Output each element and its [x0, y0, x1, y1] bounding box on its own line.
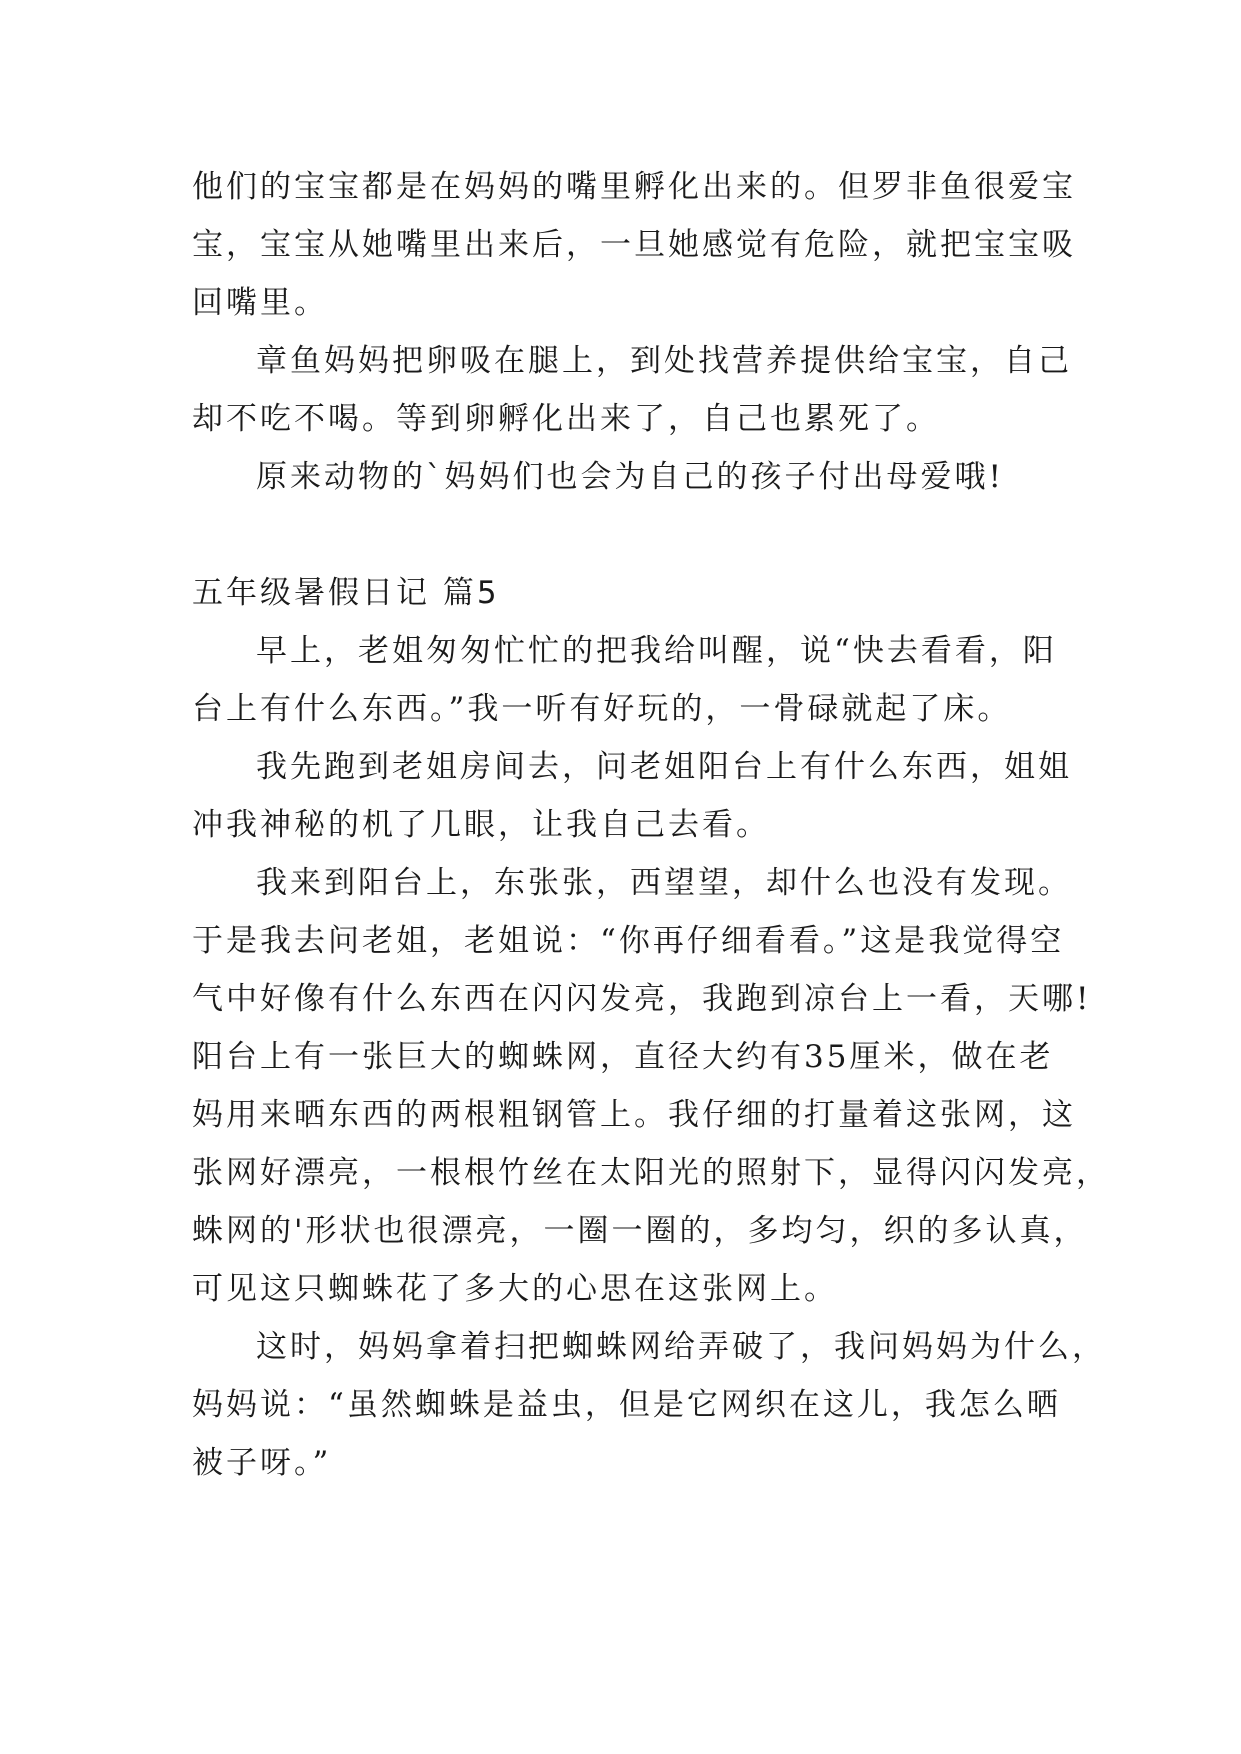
paragraph-line: 妈妈说：“虽然蜘蛛是益虫，但是它网织在这儿，我怎么晒: [192, 1387, 1061, 1423]
paragraph-line: 阳台上有一张巨大的蜘蛛网，直径大约有35厘米，做在老: [192, 1039, 1054, 1075]
document-body: [192, 158, 1110, 1492]
paragraph-line: 他们的宝宝都是在妈妈的嘴里孵化出来的。但罗非鱼很爱宝: [192, 169, 1076, 205]
paragraph-line: 原来动物的`妈妈们也会为自己的孩子付出母爱哦!: [256, 459, 1004, 495]
paragraph-line: 早上，老姐匆匆忙忙的把我给叫醒，说“快去看看，阳: [256, 633, 1057, 669]
paragraph-line: 蛛网的'形状也很漂亮，一圈一圈的，多均匀，织的多认真，: [192, 1213, 1088, 1249]
paragraph-line: 冲我神秘的机了几眼，让我自己去看。: [192, 807, 770, 843]
paragraph-line: 我来到阳台上，东张张，西望望，却什么也没有发现。: [256, 865, 1072, 901]
paragraph-line: 我先跑到老姐房间去，问老姐阳台上有什么东西，姐姐: [256, 749, 1072, 785]
paragraph-line: 这时，妈妈拿着扫把蜘蛛网给弄破了，我问妈妈为什么，: [256, 1329, 1106, 1365]
paragraph-line: 张网好漂亮，一根根竹丝在太阳光的照射下，显得闪闪发亮，: [192, 1155, 1110, 1191]
paragraph-line: 却不吃不喝。等到卵孵化出来了，自己也累死了。: [192, 401, 940, 437]
paragraph-line: 于是我去问老姐，老姐说：“你再仔细看看。”这是我觉得空: [192, 923, 1065, 959]
paragraph-line: 台上有什么东西。”我一听有好玩的，一骨碌就起了床。: [192, 691, 1012, 727]
section-gap: [192, 506, 1062, 564]
paragraph-line: 被子呀。”: [192, 1445, 332, 1481]
paragraph-line: 宝，宝宝从她嘴里出来后，一旦她感觉有危险，就把宝宝吸: [192, 227, 1076, 263]
section-heading: 五年级暑假日记 篇5: [192, 575, 500, 611]
paragraph-line: 妈用来晒东西的两根粗钢管上。我仔细的打量着这张网，这: [192, 1097, 1076, 1133]
paragraph-line: 可见这只蜘蛛花了多大的心思在这张网上。: [192, 1271, 838, 1307]
paragraph-line: 回嘴里。: [192, 285, 328, 321]
paragraph-line: 章鱼妈妈把卵吸在腿上，到处找营养提供给宝宝，自己: [256, 343, 1072, 379]
paragraph-line: 气中好像有什么东西在闪闪发亮，我跑到凉台上一看，天哪!: [192, 981, 1092, 1017]
